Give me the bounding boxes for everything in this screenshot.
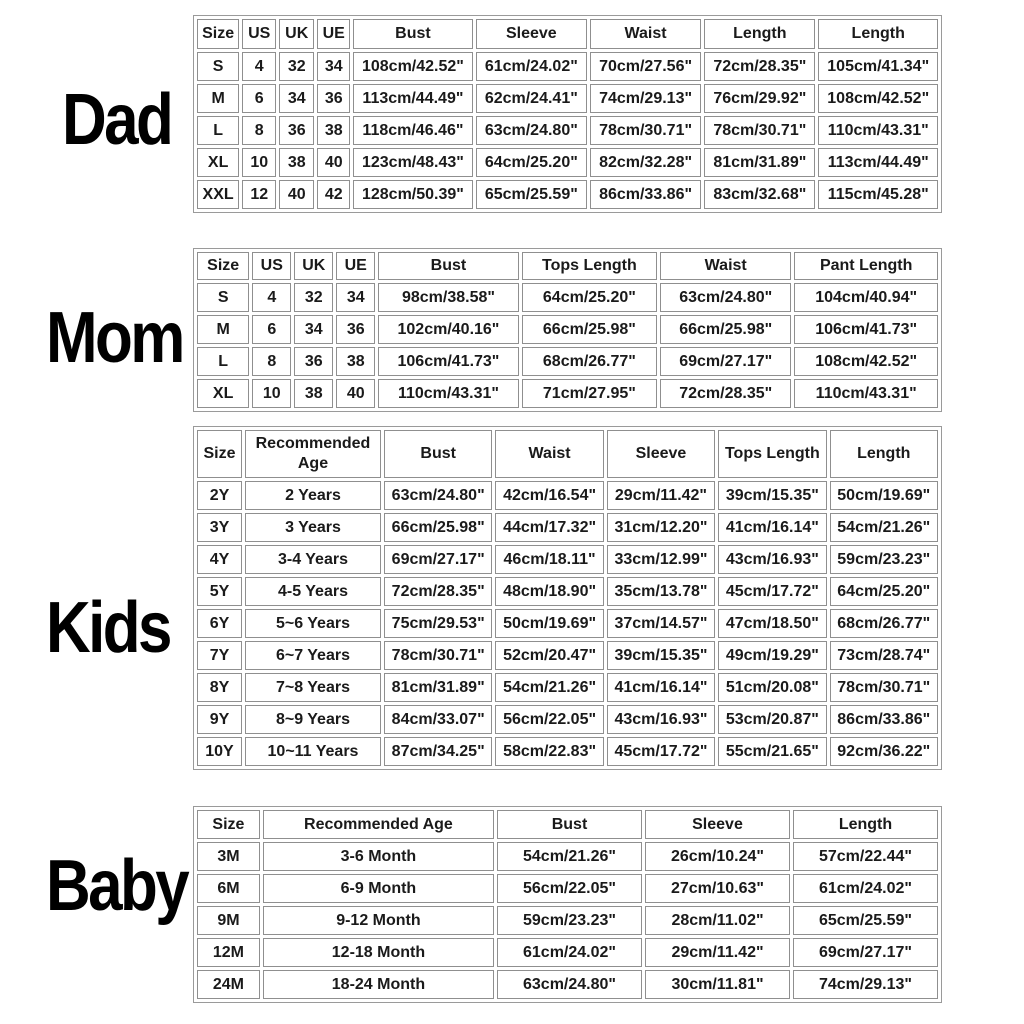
dad-table-cell: XL bbox=[197, 148, 239, 177]
kids-table-cell: 59cm/23.23" bbox=[830, 545, 938, 574]
baby-table-cell: 61cm/24.02" bbox=[793, 874, 938, 903]
baby-table-cell: 6M bbox=[197, 874, 260, 903]
kids-table-cell: 2Y bbox=[197, 481, 242, 510]
dad-table-cell: 34 bbox=[317, 52, 350, 81]
kids-table-cell: 39cm/15.35" bbox=[718, 481, 826, 510]
kids-table-cell: 51cm/20.08" bbox=[718, 673, 826, 702]
mom-table-cell: 110cm/43.31" bbox=[378, 379, 519, 408]
dad-table-cell: 8 bbox=[242, 116, 276, 145]
mom-header-cell: Size bbox=[197, 252, 249, 280]
baby-table-cell: 65cm/25.59" bbox=[793, 906, 938, 935]
kids-table-cell: 87cm/34.25" bbox=[384, 737, 492, 766]
kids-table-cell: 43cm/16.93" bbox=[607, 705, 715, 734]
dad-table-cell: 82cm/32.28" bbox=[590, 148, 701, 177]
mom-table-cell: 106cm/41.73" bbox=[378, 347, 519, 376]
dad-header-cell: Length bbox=[704, 19, 815, 49]
kids-table-cell: 75cm/29.53" bbox=[384, 609, 492, 638]
mom-table-row bbox=[197, 347, 938, 376]
mom-table-cell: 72cm/28.35" bbox=[660, 379, 791, 408]
kids-table-cell: 66cm/25.98" bbox=[384, 513, 492, 542]
kids-table-row bbox=[197, 609, 938, 638]
baby-table-cell: 9-12 Month bbox=[263, 906, 494, 935]
baby-table-cell: 12-18 Month bbox=[263, 938, 494, 967]
mom-label: Mom bbox=[46, 298, 183, 378]
kids-table-cell: 47cm/18.50" bbox=[718, 609, 826, 638]
kids-table-cell: 54cm/21.26" bbox=[830, 513, 938, 542]
kids-table-row bbox=[197, 737, 938, 766]
kids-table-cell: 78cm/30.71" bbox=[830, 673, 938, 702]
kids-header-cell: Sleeve bbox=[607, 430, 715, 478]
kids-table-cell: 29cm/11.42" bbox=[607, 481, 715, 510]
mom-header-cell: UE bbox=[336, 252, 375, 280]
mom-header-cell: Tops Length bbox=[522, 252, 657, 280]
dad-table-row bbox=[197, 148, 938, 177]
mom-table-cell: 4 bbox=[252, 283, 291, 312]
mom-table-cell: L bbox=[197, 347, 249, 376]
dad-table-cell: 34 bbox=[279, 84, 314, 113]
kids-table-cell: 52cm/20.47" bbox=[495, 641, 603, 670]
mom-table-row bbox=[197, 283, 938, 312]
mom-header-row bbox=[197, 252, 938, 280]
kids-table-cell: 2 Years bbox=[245, 481, 381, 510]
mom-table-row bbox=[197, 315, 938, 344]
kids-table-cell: 48cm/18.90" bbox=[495, 577, 603, 606]
baby-table-cell: 12M bbox=[197, 938, 260, 967]
dad-table-cell: 38 bbox=[317, 116, 350, 145]
baby-table-cell: 56cm/22.05" bbox=[497, 874, 642, 903]
dad-header-cell: UE bbox=[317, 19, 350, 49]
dad-table-cell: 115cm/45.28" bbox=[818, 180, 938, 209]
kids-table-cell: 92cm/36.22" bbox=[830, 737, 938, 766]
dad-table-cell: 62cm/24.41" bbox=[476, 84, 587, 113]
baby-table-row bbox=[197, 842, 938, 871]
kids-table-cell: 37cm/14.57" bbox=[607, 609, 715, 638]
kids-table-row bbox=[197, 545, 938, 574]
kids-table-cell: 41cm/16.14" bbox=[607, 673, 715, 702]
kids-size-table bbox=[193, 426, 942, 770]
mom-table-cell: XL bbox=[197, 379, 249, 408]
baby-table-cell: 27cm/10.63" bbox=[645, 874, 790, 903]
dad-table-cell: 12 bbox=[242, 180, 276, 209]
dad-table-cell: 10 bbox=[242, 148, 276, 177]
baby-table-cell: 57cm/22.44" bbox=[793, 842, 938, 871]
kids-table-cell: 9Y bbox=[197, 705, 242, 734]
kids-table-cell: 69cm/27.17" bbox=[384, 545, 492, 574]
dad-table-cell: 86cm/33.86" bbox=[590, 180, 701, 209]
kids-table-cell: 7~8 Years bbox=[245, 673, 381, 702]
dad-header-cell: Size bbox=[197, 19, 239, 49]
dad-table-cell: S bbox=[197, 52, 239, 81]
baby-table-cell: 24M bbox=[197, 970, 260, 999]
kids-table-cell: 86cm/33.86" bbox=[830, 705, 938, 734]
kids-table-cell: 45cm/17.72" bbox=[718, 577, 826, 606]
kids-table-cell: 43cm/16.93" bbox=[718, 545, 826, 574]
baby-table-cell: 69cm/27.17" bbox=[793, 938, 938, 967]
dad-header-cell: Waist bbox=[590, 19, 701, 49]
dad-table-row bbox=[197, 84, 938, 113]
dad-table-cell: L bbox=[197, 116, 239, 145]
mom-table-cell: 69cm/27.17" bbox=[660, 347, 791, 376]
baby-table-cell: 74cm/29.13" bbox=[793, 970, 938, 999]
dad-table-cell: 70cm/27.56" bbox=[590, 52, 701, 81]
dad-table-cell: 40 bbox=[279, 180, 314, 209]
mom-table-cell: 38 bbox=[294, 379, 333, 408]
mom-table-cell: 8 bbox=[252, 347, 291, 376]
dad-table-cell: 36 bbox=[279, 116, 314, 145]
mom-table-cell: 66cm/25.98" bbox=[660, 315, 791, 344]
baby-table-cell: 18-24 Month bbox=[263, 970, 494, 999]
kids-table-row bbox=[197, 673, 938, 702]
kids-table-cell: 84cm/33.07" bbox=[384, 705, 492, 734]
mom-table-cell: 36 bbox=[336, 315, 375, 344]
baby-table-row bbox=[197, 970, 938, 999]
mom-header-cell: Pant Length bbox=[794, 252, 938, 280]
kids-table-cell: 56cm/22.05" bbox=[495, 705, 603, 734]
dad-table-cell: 64cm/25.20" bbox=[476, 148, 587, 177]
kids-table-cell: 64cm/25.20" bbox=[830, 577, 938, 606]
mom-table-cell: S bbox=[197, 283, 249, 312]
mom-header-cell: Bust bbox=[378, 252, 519, 280]
mom-table-row bbox=[197, 379, 938, 408]
dad-table-cell: 32 bbox=[279, 52, 314, 81]
dad-header-cell: Length bbox=[818, 19, 938, 49]
dad-table-cell: 38 bbox=[279, 148, 314, 177]
dad-table-cell: 108cm/42.52" bbox=[818, 84, 938, 113]
dad-table-cell: 118cm/46.46" bbox=[353, 116, 473, 145]
kids-table-cell: 49cm/19.29" bbox=[718, 641, 826, 670]
mom-table-cell: 34 bbox=[294, 315, 333, 344]
kids-table-cell: 54cm/21.26" bbox=[495, 673, 603, 702]
kids-table-cell: 8Y bbox=[197, 673, 242, 702]
mom-table-cell: 68cm/26.77" bbox=[522, 347, 657, 376]
baby-table-row bbox=[197, 874, 938, 903]
dad-table-cell: 78cm/30.71" bbox=[704, 116, 815, 145]
kids-table-cell: 3 Years bbox=[245, 513, 381, 542]
mom-table-cell: 104cm/40.94" bbox=[794, 283, 938, 312]
dad-table-cell: 113cm/44.49" bbox=[353, 84, 473, 113]
kids-table-row bbox=[197, 577, 938, 606]
dad-header-cell: UK bbox=[279, 19, 314, 49]
mom-table-cell: 38 bbox=[336, 347, 375, 376]
dad-table-cell: 128cm/50.39" bbox=[353, 180, 473, 209]
baby-table-cell: 61cm/24.02" bbox=[497, 938, 642, 967]
dad-table-cell: 74cm/29.13" bbox=[590, 84, 701, 113]
kids-table-cell: 31cm/12.20" bbox=[607, 513, 715, 542]
mom-table-cell: 106cm/41.73" bbox=[794, 315, 938, 344]
kids-table-row bbox=[197, 705, 938, 734]
dad-table-cell: 78cm/30.71" bbox=[590, 116, 701, 145]
dad-header-cell: US bbox=[242, 19, 276, 49]
baby-table-cell: 59cm/23.23" bbox=[497, 906, 642, 935]
kids-table-cell: 6~7 Years bbox=[245, 641, 381, 670]
dad-table-cell: 110cm/43.31" bbox=[818, 116, 938, 145]
dad-header-row bbox=[197, 19, 938, 49]
kids-table-cell: 42cm/16.54" bbox=[495, 481, 603, 510]
kids-table-cell: 3Y bbox=[197, 513, 242, 542]
kids-label: Kids bbox=[46, 588, 170, 668]
baby-table-cell: 63cm/24.80" bbox=[497, 970, 642, 999]
dad-table-cell: 81cm/31.89" bbox=[704, 148, 815, 177]
baby-table-cell: 29cm/11.42" bbox=[645, 938, 790, 967]
kids-table-cell: 4-5 Years bbox=[245, 577, 381, 606]
baby-size-table bbox=[193, 806, 942, 1003]
kids-table-cell: 68cm/26.77" bbox=[830, 609, 938, 638]
dad-table-cell: 40 bbox=[317, 148, 350, 177]
baby-table-cell: 3-6 Month bbox=[263, 842, 494, 871]
kids-table-cell: 35cm/13.78" bbox=[607, 577, 715, 606]
dad-header-cell: Bust bbox=[353, 19, 473, 49]
kids-table-cell: 41cm/16.14" bbox=[718, 513, 826, 542]
baby-header-cell: Sleeve bbox=[645, 810, 790, 839]
kids-table-cell: 39cm/15.35" bbox=[607, 641, 715, 670]
dad-table-cell: 63cm/24.80" bbox=[476, 116, 587, 145]
kids-table-cell: 58cm/22.83" bbox=[495, 737, 603, 766]
baby-table-cell: 30cm/11.81" bbox=[645, 970, 790, 999]
dad-header-cell: Sleeve bbox=[476, 19, 587, 49]
dad-label: Dad bbox=[62, 80, 172, 160]
mom-table-cell: 71cm/27.95" bbox=[522, 379, 657, 408]
dad-table-cell: 83cm/32.68" bbox=[704, 180, 815, 209]
mom-table-cell: 40 bbox=[336, 379, 375, 408]
baby-table-cell: 9M bbox=[197, 906, 260, 935]
dad-table-cell: 108cm/42.52" bbox=[353, 52, 473, 81]
baby-table-cell: 28cm/11.02" bbox=[645, 906, 790, 935]
kids-table-cell: 4Y bbox=[197, 545, 242, 574]
mom-table-cell: 64cm/25.20" bbox=[522, 283, 657, 312]
baby-table-cell: 26cm/10.24" bbox=[645, 842, 790, 871]
kids-table-cell: 33cm/12.99" bbox=[607, 545, 715, 574]
kids-table-cell: 81cm/31.89" bbox=[384, 673, 492, 702]
kids-table-cell: 53cm/20.87" bbox=[718, 705, 826, 734]
mom-header-cell: Waist bbox=[660, 252, 791, 280]
dad-table-cell: 72cm/28.35" bbox=[704, 52, 815, 81]
kids-table-cell: 5Y bbox=[197, 577, 242, 606]
baby-header-cell: Length bbox=[793, 810, 938, 839]
dad-table-cell: 42 bbox=[317, 180, 350, 209]
baby-header-row bbox=[197, 810, 938, 839]
kids-table-cell: 7Y bbox=[197, 641, 242, 670]
kids-table-cell: 73cm/28.74" bbox=[830, 641, 938, 670]
dad-table-row bbox=[197, 52, 938, 81]
kids-table-cell: 50cm/19.69" bbox=[830, 481, 938, 510]
kids-table-cell: 46cm/18.11" bbox=[495, 545, 603, 574]
kids-table-cell: 5~6 Years bbox=[245, 609, 381, 638]
dad-table-cell: 76cm/29.92" bbox=[704, 84, 815, 113]
mom-header-cell: US bbox=[252, 252, 291, 280]
mom-table-cell: 66cm/25.98" bbox=[522, 315, 657, 344]
kids-header-cell: Waist bbox=[495, 430, 603, 478]
dad-table-cell: XXL bbox=[197, 180, 239, 209]
baby-header-cell: Bust bbox=[497, 810, 642, 839]
kids-header-cell: Size bbox=[197, 430, 242, 478]
baby-label: Baby bbox=[46, 846, 188, 926]
kids-table-cell: 78cm/30.71" bbox=[384, 641, 492, 670]
dad-table-cell: 61cm/24.02" bbox=[476, 52, 587, 81]
baby-table-row bbox=[197, 938, 938, 967]
dad-table-row bbox=[197, 180, 938, 209]
kids-header-cell: Tops Length bbox=[718, 430, 826, 478]
dad-table-cell: 113cm/44.49" bbox=[818, 148, 938, 177]
mom-table-cell: M bbox=[197, 315, 249, 344]
baby-table-row bbox=[197, 906, 938, 935]
kids-header-cell: Recommended Age bbox=[245, 430, 381, 478]
dad-table-row bbox=[197, 116, 938, 145]
dad-table-cell: M bbox=[197, 84, 239, 113]
kids-table-cell: 50cm/19.69" bbox=[495, 609, 603, 638]
baby-table-cell: 3M bbox=[197, 842, 260, 871]
mom-table-cell: 36 bbox=[294, 347, 333, 376]
dad-size-table bbox=[193, 15, 942, 213]
kids-header-row bbox=[197, 430, 938, 478]
baby-table-cell: 6-9 Month bbox=[263, 874, 494, 903]
kids-table-cell: 72cm/28.35" bbox=[384, 577, 492, 606]
kids-header-cell: Length bbox=[830, 430, 938, 478]
dad-table-cell: 123cm/48.43" bbox=[353, 148, 473, 177]
mom-table-cell: 6 bbox=[252, 315, 291, 344]
kids-header-cell: Bust bbox=[384, 430, 492, 478]
dad-table-cell: 65cm/25.59" bbox=[476, 180, 587, 209]
mom-table-cell: 10 bbox=[252, 379, 291, 408]
dad-table-cell: 4 bbox=[242, 52, 276, 81]
baby-header-cell: Size bbox=[197, 810, 260, 839]
mom-table-cell: 34 bbox=[336, 283, 375, 312]
kids-table-row bbox=[197, 513, 938, 542]
dad-table-cell: 36 bbox=[317, 84, 350, 113]
kids-table-row bbox=[197, 481, 938, 510]
mom-header-cell: UK bbox=[294, 252, 333, 280]
kids-table-cell: 45cm/17.72" bbox=[607, 737, 715, 766]
dad-table-cell: 6 bbox=[242, 84, 276, 113]
kids-table-cell: 10Y bbox=[197, 737, 242, 766]
mom-size-table bbox=[193, 248, 942, 412]
baby-header-cell: Recommended Age bbox=[263, 810, 494, 839]
baby-table-cell: 54cm/21.26" bbox=[497, 842, 642, 871]
mom-table-cell: 102cm/40.16" bbox=[378, 315, 519, 344]
mom-table-cell: 32 bbox=[294, 283, 333, 312]
kids-table-cell: 44cm/17.32" bbox=[495, 513, 603, 542]
mom-table-cell: 63cm/24.80" bbox=[660, 283, 791, 312]
kids-table-cell: 8~9 Years bbox=[245, 705, 381, 734]
kids-table-cell: 63cm/24.80" bbox=[384, 481, 492, 510]
mom-table-cell: 108cm/42.52" bbox=[794, 347, 938, 376]
kids-table-row bbox=[197, 641, 938, 670]
kids-table-cell: 3-4 Years bbox=[245, 545, 381, 574]
kids-table-cell: 6Y bbox=[197, 609, 242, 638]
dad-table-cell: 105cm/41.34" bbox=[818, 52, 938, 81]
kids-table-cell: 55cm/21.65" bbox=[718, 737, 826, 766]
kids-table-cell: 10~11 Years bbox=[245, 737, 381, 766]
mom-table-cell: 110cm/43.31" bbox=[794, 379, 938, 408]
mom-table-cell: 98cm/38.58" bbox=[378, 283, 519, 312]
